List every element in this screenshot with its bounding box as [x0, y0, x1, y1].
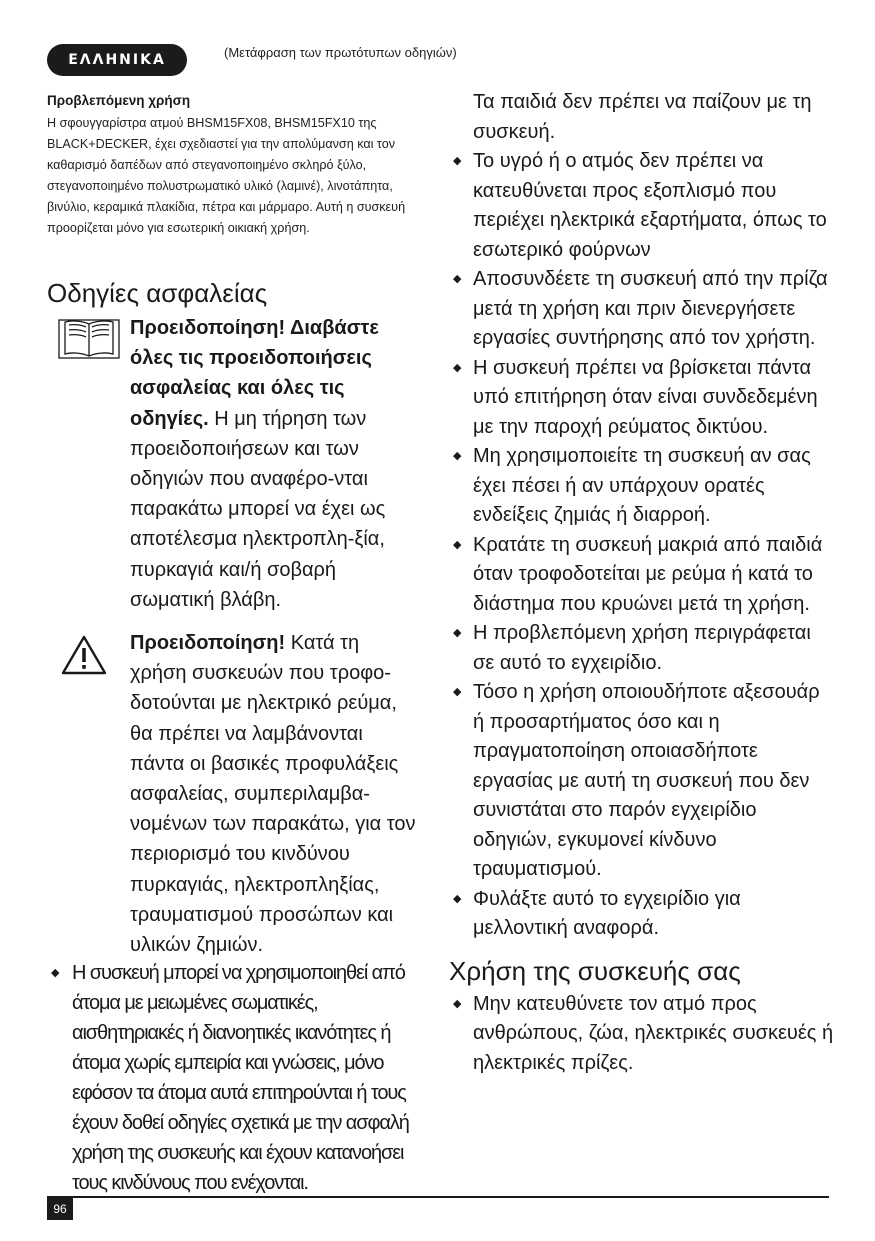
warning2-bold: Προειδοποίηση! — [130, 632, 286, 654]
bullet-icon: ◆ — [453, 627, 462, 639]
list-item-text: Το υγρό ή ο ατμός δεν πρέπει να κατευθύνεται προς εξοπλισμό που περιέχει ηλεκτρικά εξαρτήματα, όπως το εσωτερικό φούρνων — [473, 150, 827, 261]
list-item — [47, 958, 427, 1198]
list-item-text: Τόσο η χρήση οποιουδήποτε αξεσουάρ ή προσαρτήματος όσο και η πραγματοποίηση οποιασδήποτε εργασίας με αυτή τη συσκευή που δεν συνιστάται στο παρόν εγχειρίδιο οδηγιών, εγκυμονεί κίνδυνο τραυματισμού. — [473, 681, 820, 880]
bullet-icon: ◆ — [453, 155, 462, 167]
list-item-text: Φυλάξτε αυτό το εγχειρίδιο για μελλοντική αναφορά. — [473, 887, 741, 939]
read-manual-icon — [58, 316, 120, 360]
page-number: 96 — [47, 1198, 73, 1220]
list-item — [449, 678, 834, 885]
list-item-text: Η συσκευή πρέπει να βρίσκεται πάντα υπό επιτήρηση όταν είναι συνδεδεμένη με την παροχή ρεύματος δικτύου. — [473, 356, 818, 438]
bullet-icon: ◆ — [453, 997, 462, 1010]
usage-heading: Χρήση της συσκευής σας — [449, 955, 741, 986]
bullet-icon: ◆ — [51, 967, 60, 979]
list-item — [449, 990, 834, 1079]
list-item-text: Μην κατευθύνετε τον ατμό προς ανθρώπους, ζώα, ηλεκτρικές συσκευές ή ηλεκτρικές πρίζες. — [473, 992, 834, 1074]
list-item — [449, 885, 834, 944]
list-item — [449, 531, 834, 620]
list-item — [449, 354, 834, 443]
list-item — [449, 442, 834, 531]
footer-rule — [47, 1196, 829, 1198]
list-item — [449, 619, 834, 678]
list-item-text: Μη χρησιμοποιείτε τη συσκευή αν σας έχει πέσει ή αν υπάρχουν ορατές ενδείξεις ζημιάς ή διαρροή. — [473, 445, 811, 526]
bullet-icon: ◆ — [453, 538, 462, 551]
list-item-text: Κρατάτε τη συσκευή μακριά από παιδιά όταν τροφοδοτείται με ρεύμα ή κατά το διάστημα που κρυώνει μετά τη χρήση. — [473, 533, 823, 615]
bullet-icon: ◆ — [453, 892, 462, 905]
warning2-text: Κατά τη χρήση συσκευών που τροφο-δοτούνται με ηλεκτρικό ρεύμα, θα πρέπει να λαμβάνονται πάντα οι βασικές προφυλάξεις ασφαλείας, συμπεριλαμβα-νομένων των παρακάτω, για τον περιορισμό του κινδύνου πυρκαγιάς, ηλεκτροπληξίας, τραυματισμού προσώπων και υλικών ζημιών. — [130, 632, 416, 957]
list-item-text: Η προβλεπόμενη χρήση περιγράφεται σε αυτό το εγχειρίδιο. — [473, 622, 811, 674]
intended-use-title: Προβλεπόμενη χρήση — [47, 93, 191, 108]
intended-use-body: Η σφουγγαρίστρα ατμού BHSM15FX08, BHSM15FX10 της BLACK+DECKER, έχει σχεδιαστεί για την απολύμανση και τον καθαρισμό δαπέδων από στεγανοποιημένο σκληρό ξύλο, στεγανοποιημένο πολυστρωματικό υλικό (λαμινέ), λινοτάπητα, βινύλιο, κεραμικά πλακίδια, πέτρα και μάρμαρο. Αυτή η συσκευή προορίζεται μόνο για εσωτερική οικιακή χρήση. — [47, 116, 406, 235]
bullet-icon: ◆ — [453, 273, 462, 285]
list-item — [449, 265, 834, 354]
language-badge: ΕΛΛΗΝΙΚΑ — [47, 44, 187, 76]
warning1-text: Η μη τήρηση των προειδοποιήσεων και των οδηγιών που αναφέρο-νται παρακάτω μπορεί να έχει ως αποτέλεσμα ηλεκτροπλη-ξία, πυρκαγιά και/ή σοβαρή σωματική βλάβη. — [130, 407, 386, 611]
warning-read-instructions — [130, 313, 420, 615]
continuation-text: Τα παιδιά δεν πρέπει να παίζουν με τη συσκευή. — [473, 91, 812, 143]
bullet-icon: ◆ — [453, 361, 462, 374]
warning-triangle-icon — [60, 634, 108, 676]
warning1-bold: Προειδοποίηση! Διαβάστε όλες τις προειδοποιήσεις ασφαλείας και όλες τις οδηγίες. — [130, 317, 379, 430]
bullet-icon: ◆ — [453, 686, 462, 698]
list-item-text: Η συσκευή μπορεί να χρησιμοποιηθεί από άτομα με μειωμένες σωματικές, αισθητηριακές ή διανοητικές ικανότητες ή άτομα χωρίς εμπειρία και γνώσεις, μόνο εφόσον τα άτομα αυτά επιτηρούνται ή τους έχουν δοθεί οδηγίες σχετικά με την ασφαλή χρήση της συσκευής και έχουν κατανοήσει τους κινδύνους που ενέχονται. — [72, 962, 409, 1194]
bullet-icon: ◆ — [453, 450, 462, 462]
safety-heading: Οδηγίες ασφαλείας — [47, 278, 268, 308]
list-item-text: Αποσυνδέετε τη συσκευή από την πρίζα μετά τη χρήση και πριν διενεργήσετε εργασίες συντήρησης από τον χρήστη. — [473, 268, 828, 349]
list-item — [449, 147, 834, 265]
warning-electrical — [130, 628, 420, 960]
translation-note: (Μετάφραση των πρωτότυπων οδηγιών) — [224, 45, 457, 60]
right-column — [449, 88, 834, 1078]
